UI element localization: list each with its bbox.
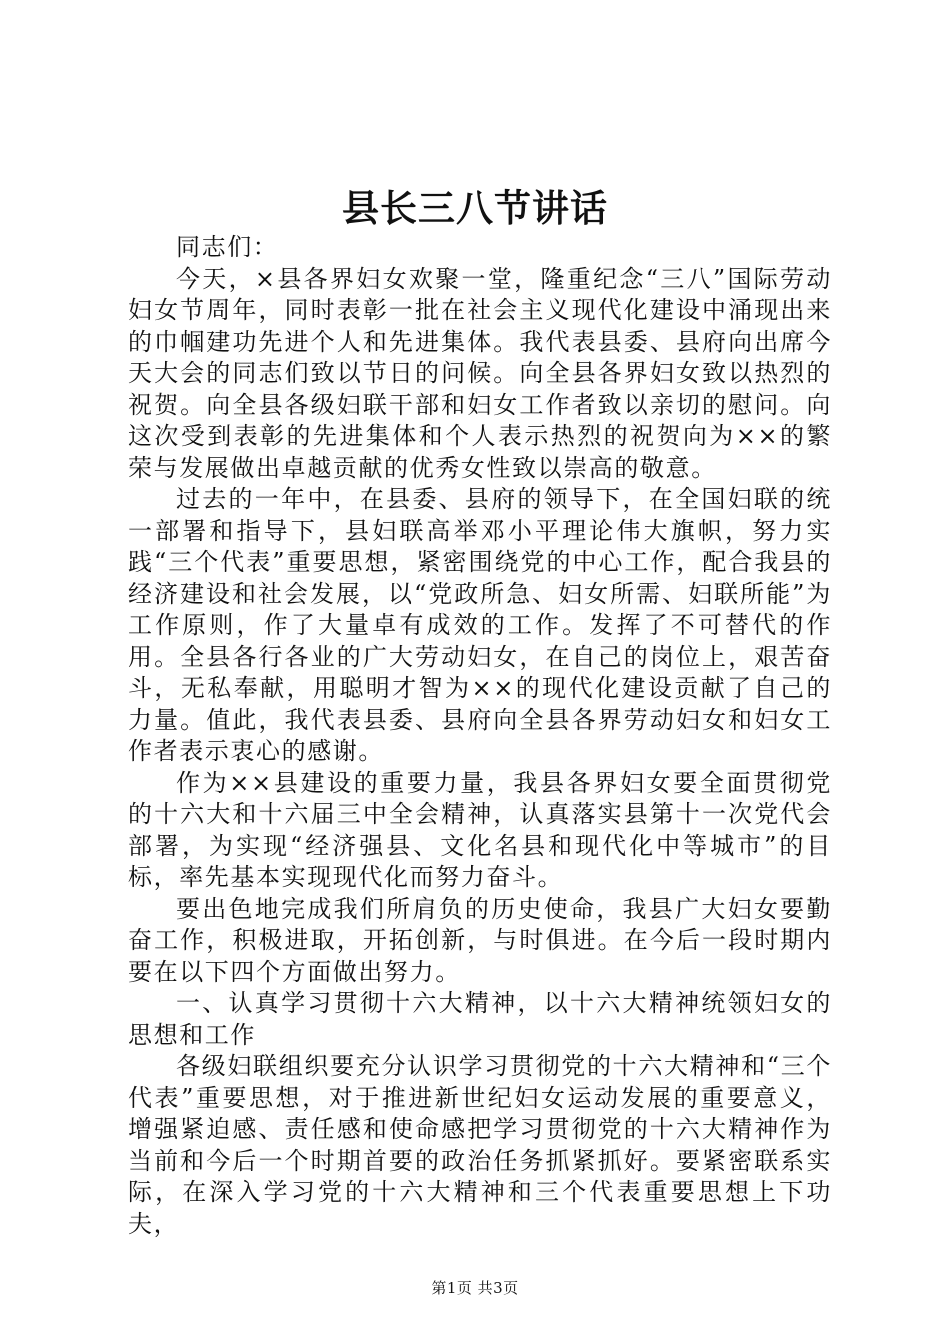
paragraph: 要出色地完成我们所肩负的历史使命，我县广大妇女要勤奋工作，积极进取，开拓创新，与时俱进。在今后一段时期内要在以下四个方面做出努力。	[128, 894, 832, 986]
paragraph: 各级妇联组织要充分认识学习贯彻党的十六大精神和“三个代表”重要思想，对于推进新世纪妇女运动发展的重要意义，增强紧迫感、责任感和使命感把学习贯彻党的十六大精神作为当前和今后一个时期首要的政治任务抓紧抓好。要紧密联系实际，在深入学习党的十六大精神和三个代表重要思想上下功夫，	[128, 1052, 832, 1238]
document-body	[128, 232, 832, 1240]
section-heading: 一、认真学习贯彻十六大精神，以十六大精神统领妇女的思想和工作	[128, 989, 832, 1049]
paragraph: 今天，×县各界妇女欢聚一堂，隆重纪念“三八”国际劳动妇女节周年，同时表彰一批在社会主义现代化建设中涌现出来的巾帼建功先进个人和先进集体。我代表县委、县府向出席今天大会的同志们致以节日的问候。向全县各界妇女致以热烈的祝贺。向全县各级妇联干部和妇女工作者致以亲切的慰问。向这次受到表彰的先进集体和个人表示热烈的祝贺向为××的繁荣与发展做出卓越贡献的优秀女性致以崇高的敬意。	[128, 264, 832, 482]
paragraph: 过去的一年中，在县委、县府的领导下，在全国妇联的统一部署和指导下，县妇联高举邓小平理论伟大旗帜，努力实践“三个代表”重要思想，紧密围绕党的中心工作，配合我县的经济建设和社会发展，以“党政所急、妇女所需、妇联所能”为工作原则，作了大量卓有成效的工作。发挥了不可替代的作用。全县各行各业的广大劳动妇女，在自己的岗位上，艰苦奋斗，无私奉献，用聪明才智为××的现代化建设贡献了自己的力量。值此，我代表县委、县府向全县各界劳动妇女和妇女工作者表示衷心的感谢。	[128, 485, 832, 765]
page-footer: 第1页 共3页	[431, 1279, 519, 1297]
document-title: 县长三八节讲话	[342, 186, 608, 230]
salutation: 同志们：	[176, 233, 279, 261]
paragraph: 作为××县建设的重要力量，我县各界妇女要全面贯彻党的十六大和十六届三中全会精神，认真落实县第十一次党代会部署，为实现“经济强县、文化名县和现代化中等城市”的目标，率先基本实现现代化而努力奋斗。	[128, 768, 832, 891]
